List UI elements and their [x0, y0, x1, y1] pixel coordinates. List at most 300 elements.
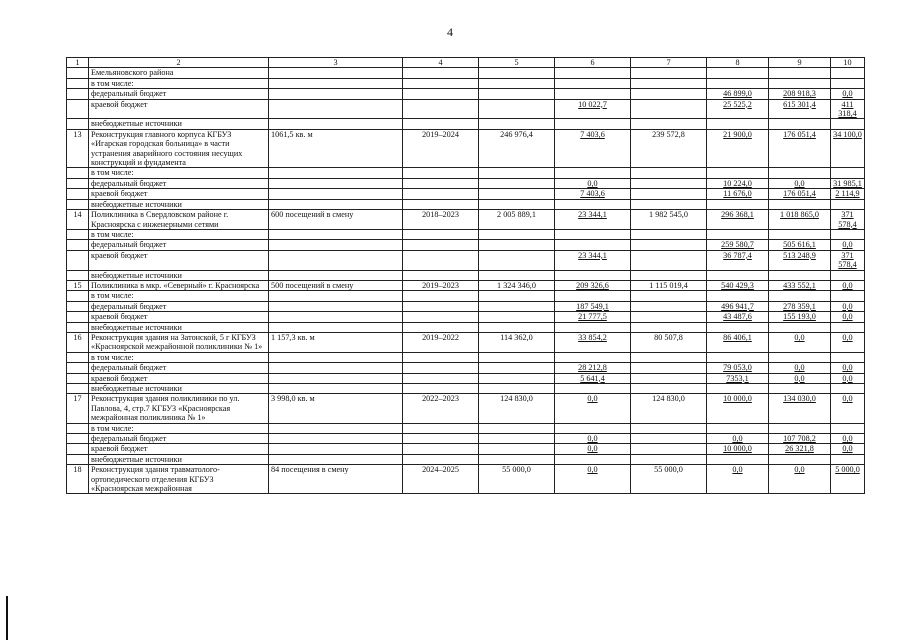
- cell-v6: [555, 168, 631, 178]
- cell-cap: [269, 240, 403, 250]
- cell-v8: [707, 78, 769, 88]
- cell-name: внебюджетные источники: [89, 322, 269, 332]
- cell-total: [479, 119, 555, 129]
- cell-n: [67, 373, 89, 383]
- table-row: [67, 312, 865, 322]
- cell-v7: [631, 434, 707, 444]
- table-row: [67, 332, 865, 352]
- cell-v9: 26 321,8: [769, 444, 831, 454]
- cell-v9: 0,0: [769, 363, 831, 373]
- cell-v8: 46 899,0: [707, 89, 769, 99]
- cell-v10: [831, 322, 865, 332]
- cell-name: в том числе:: [89, 352, 269, 362]
- cell-v7: 239 572,8: [631, 129, 707, 168]
- cell-v7: [631, 291, 707, 301]
- header-row: [67, 58, 865, 68]
- cell-name: внебюджетные источники: [89, 270, 269, 280]
- cell-v8: 11 676,0: [707, 189, 769, 199]
- cell-v9: 107 708,2: [769, 434, 831, 444]
- cell-v10: 0,0: [831, 373, 865, 383]
- cell-n: [67, 68, 89, 78]
- cell-v9: [769, 384, 831, 394]
- cell-n: 17: [67, 394, 89, 423]
- cell-v6: [555, 229, 631, 239]
- cell-name: Реконструкция здания поликлиники по ул. Павлова, 4, стр.7 КГБУЗ «Красноярская межрайонная поликлиника № 1»: [89, 394, 269, 423]
- cell-v8: [707, 270, 769, 280]
- cell-total: [479, 99, 555, 119]
- table-row: [67, 444, 865, 454]
- cell-v7: [631, 444, 707, 454]
- cell-v10: [831, 352, 865, 362]
- cell-years: [403, 291, 479, 301]
- cell-v10: 2 114,9: [831, 189, 865, 199]
- cell-v7: [631, 270, 707, 280]
- cell-v7: [631, 178, 707, 188]
- cell-v6: 7 403,6: [555, 189, 631, 199]
- cell-n: [67, 312, 89, 322]
- cell-v7: [631, 240, 707, 250]
- cell-v7: [631, 384, 707, 394]
- cell-name: в том числе:: [89, 78, 269, 88]
- funding-table: [66, 57, 865, 494]
- cell-v10: 0,0: [831, 332, 865, 352]
- cell-name: федеральный бюджет: [89, 363, 269, 373]
- cell-v10: 0,0: [831, 363, 865, 373]
- cell-total: [479, 229, 555, 239]
- cell-v7: [631, 78, 707, 88]
- cell-cap: [269, 229, 403, 239]
- cell-years: [403, 78, 479, 88]
- cell-years: [403, 199, 479, 209]
- cell-cap: [269, 373, 403, 383]
- cell-name: краевой бюджет: [89, 99, 269, 119]
- cell-name: в том числе:: [89, 423, 269, 433]
- cell-v9: 433 552,1: [769, 280, 831, 290]
- cell-total: [479, 384, 555, 394]
- table-row: [67, 189, 865, 199]
- cell-name: в том числе:: [89, 229, 269, 239]
- cell-years: [403, 89, 479, 99]
- cell-total: [479, 168, 555, 178]
- table-row: [67, 178, 865, 188]
- cell-name: Поликлиника в мкр. «Северный» г. Красноярска: [89, 280, 269, 290]
- cell-v8: 79 053,0: [707, 363, 769, 373]
- table-row: [67, 434, 865, 444]
- cell-n: [67, 178, 89, 188]
- table-row: [67, 210, 865, 230]
- cell-v10: [831, 423, 865, 433]
- cell-total: [479, 322, 555, 332]
- table-row: [67, 199, 865, 209]
- cell-v6: [555, 270, 631, 280]
- cell-years: [403, 312, 479, 322]
- header-cell: 2: [89, 58, 269, 68]
- cell-v9: 615 301,4: [769, 99, 831, 119]
- cell-n: [67, 270, 89, 280]
- cell-total: [479, 178, 555, 188]
- cell-v9: 134 030,0: [769, 394, 831, 423]
- cell-name: в том числе:: [89, 291, 269, 301]
- header-cell: 7: [631, 58, 707, 68]
- cell-n: [67, 363, 89, 373]
- cell-cap: [269, 352, 403, 362]
- table-body: [67, 68, 865, 494]
- cell-v9: [769, 454, 831, 464]
- cell-cap: [269, 312, 403, 322]
- cell-cap: [269, 168, 403, 178]
- cell-cap: [269, 363, 403, 373]
- cell-name: краевой бюджет: [89, 373, 269, 383]
- cell-total: [479, 301, 555, 311]
- cell-n: [67, 168, 89, 178]
- cell-years: [403, 68, 479, 78]
- cell-v8: 296 368,1: [707, 210, 769, 230]
- cell-v8: 86 406,1: [707, 332, 769, 352]
- cell-v6: 0,0: [555, 465, 631, 494]
- cell-v9: 505 616,1: [769, 240, 831, 250]
- cell-v8: 43 487,6: [707, 312, 769, 322]
- cell-total: 55 000,0: [479, 465, 555, 494]
- cell-v6: [555, 199, 631, 209]
- table-row: [67, 270, 865, 280]
- cell-total: 2 005 889,1: [479, 210, 555, 230]
- cell-v6: 0,0: [555, 444, 631, 454]
- cell-cap: 3 998,0 кв. м: [269, 394, 403, 423]
- cell-v7: [631, 99, 707, 119]
- cell-total: [479, 270, 555, 280]
- cell-v7: [631, 352, 707, 362]
- table-row: [67, 454, 865, 464]
- cell-cap: [269, 454, 403, 464]
- cell-cap: 600 посещений в смену: [269, 210, 403, 230]
- cell-years: [403, 178, 479, 188]
- table-row: [67, 129, 865, 168]
- cell-n: 13: [67, 129, 89, 168]
- cell-v7: [631, 301, 707, 311]
- table-row: [67, 394, 865, 423]
- table-row: [67, 363, 865, 373]
- cell-name: краевой бюджет: [89, 189, 269, 199]
- header-cell: 4: [403, 58, 479, 68]
- cell-v9: 176 051,4: [769, 129, 831, 168]
- cell-years: [403, 423, 479, 433]
- cell-years: [403, 301, 479, 311]
- cell-cap: 500 посещений в смену: [269, 280, 403, 290]
- cell-total: [479, 240, 555, 250]
- cell-v8: 259 580,7: [707, 240, 769, 250]
- cell-v9: 0,0: [769, 178, 831, 188]
- table-row: [67, 352, 865, 362]
- cell-v10: 34 100,0: [831, 129, 865, 168]
- cell-v9: 278 359,1: [769, 301, 831, 311]
- cell-v6: 5 641,4: [555, 373, 631, 383]
- cell-v6: 7 403,6: [555, 129, 631, 168]
- table-row: [67, 280, 865, 290]
- cell-n: [67, 434, 89, 444]
- cell-v8: 25 525,2: [707, 99, 769, 119]
- table-row: [67, 301, 865, 311]
- cell-v7: 1 115 019,4: [631, 280, 707, 290]
- cell-total: 246 976,4: [479, 129, 555, 168]
- cell-n: [67, 78, 89, 88]
- cell-v10: [831, 384, 865, 394]
- cell-years: [403, 363, 479, 373]
- cell-v10: 0,0: [831, 280, 865, 290]
- cell-cap: [269, 434, 403, 444]
- cell-v6: [555, 119, 631, 129]
- cell-v7: 124 830,0: [631, 394, 707, 423]
- table-row: [67, 240, 865, 250]
- cell-name: федеральный бюджет: [89, 240, 269, 250]
- cell-v6: 23 344,1: [555, 250, 631, 270]
- cell-v9: 0,0: [769, 332, 831, 352]
- cell-years: [403, 322, 479, 332]
- table-row: [67, 119, 865, 129]
- cell-years: [403, 270, 479, 280]
- cell-v10: [831, 270, 865, 280]
- cell-n: [67, 199, 89, 209]
- cell-cap: [269, 189, 403, 199]
- cell-v10: 0,0: [831, 444, 865, 454]
- cell-name: внебюджетные источники: [89, 384, 269, 394]
- cell-v8: [707, 68, 769, 78]
- cell-v9: [769, 270, 831, 280]
- cell-v10: 371 578,4: [831, 250, 865, 270]
- cell-n: [67, 189, 89, 199]
- cell-total: 114 362,0: [479, 332, 555, 352]
- cell-v6: 10 022,7: [555, 99, 631, 119]
- cell-total: [479, 250, 555, 270]
- cell-v10: 0,0: [831, 312, 865, 322]
- cell-v7: [631, 312, 707, 322]
- cell-v8: 10 224,0: [707, 178, 769, 188]
- cell-v10: [831, 229, 865, 239]
- cell-v8: [707, 119, 769, 129]
- cell-n: [67, 89, 89, 99]
- cell-v8: 496 941,7: [707, 301, 769, 311]
- cell-v6: [555, 352, 631, 362]
- cell-v7: [631, 454, 707, 464]
- cell-years: [403, 99, 479, 119]
- cell-n: [67, 301, 89, 311]
- cell-years: 2019–2022: [403, 332, 479, 352]
- cell-name: Реконструкция здания травматолого-ортопедического отделения КГБУЗ «Красноярская межрайонная: [89, 465, 269, 494]
- cell-v10: [831, 454, 865, 464]
- cell-v10: 0,0: [831, 89, 865, 99]
- cell-name: внебюджетные источники: [89, 454, 269, 464]
- header-cell: 6: [555, 58, 631, 68]
- cell-v7: [631, 322, 707, 332]
- cell-name: краевой бюджет: [89, 312, 269, 322]
- cell-total: 1 324 346,0: [479, 280, 555, 290]
- cell-cap: [269, 250, 403, 270]
- cell-name: краевой бюджет: [89, 250, 269, 270]
- cell-n: [67, 291, 89, 301]
- table-row: [67, 423, 865, 433]
- cell-v10: [831, 168, 865, 178]
- cell-total: [479, 291, 555, 301]
- cell-v6: 23 344,1: [555, 210, 631, 230]
- cell-n: [67, 119, 89, 129]
- cell-v7: [631, 423, 707, 433]
- cell-v9: [769, 352, 831, 362]
- cell-v7: [631, 229, 707, 239]
- cell-total: [479, 312, 555, 322]
- header-cell: 5: [479, 58, 555, 68]
- cell-v6: 0,0: [555, 434, 631, 444]
- cell-v8: 36 787,4: [707, 250, 769, 270]
- table-row: [67, 373, 865, 383]
- cell-total: [479, 454, 555, 464]
- cell-v6: [555, 384, 631, 394]
- cell-v6: 0,0: [555, 394, 631, 423]
- cell-v7: 80 507,8: [631, 332, 707, 352]
- cell-total: [479, 189, 555, 199]
- cell-v9: 513 248,9: [769, 250, 831, 270]
- cell-total: [479, 78, 555, 88]
- header-cell: 9: [769, 58, 831, 68]
- cell-n: [67, 322, 89, 332]
- cell-v8: [707, 291, 769, 301]
- cell-v8: [707, 322, 769, 332]
- cell-years: 2024–2025: [403, 465, 479, 494]
- table-row: [67, 89, 865, 99]
- cell-n: [67, 352, 89, 362]
- cell-v7: [631, 68, 707, 78]
- cell-v10: 0,0: [831, 240, 865, 250]
- cell-v7: [631, 199, 707, 209]
- cell-v8: [707, 454, 769, 464]
- cell-cap: 84 посещения в смену: [269, 465, 403, 494]
- cell-v7: 55 000,0: [631, 465, 707, 494]
- cell-v8: [707, 199, 769, 209]
- cell-cap: 1061,5 кв. м: [269, 129, 403, 168]
- cell-cap: [269, 322, 403, 332]
- cell-cap: [269, 423, 403, 433]
- cell-v10: 0,0: [831, 434, 865, 444]
- cell-v9: [769, 291, 831, 301]
- cell-v6: [555, 68, 631, 78]
- cell-v6: [555, 78, 631, 88]
- cell-v6: [555, 454, 631, 464]
- cell-years: [403, 240, 479, 250]
- cell-n: 16: [67, 332, 89, 352]
- cell-v9: [769, 322, 831, 332]
- cell-v8: [707, 352, 769, 362]
- cell-v8: [707, 423, 769, 433]
- cell-cap: [269, 444, 403, 454]
- cell-years: [403, 250, 479, 270]
- table-row: [67, 78, 865, 88]
- cell-v10: [831, 199, 865, 209]
- cell-years: [403, 454, 479, 464]
- cell-n: 14: [67, 210, 89, 230]
- cell-v8: 0,0: [707, 465, 769, 494]
- cell-v6: [555, 423, 631, 433]
- cell-v9: 0,0: [769, 373, 831, 383]
- cell-years: [403, 229, 479, 239]
- cell-v9: [769, 119, 831, 129]
- cell-v9: 1 018 865,0: [769, 210, 831, 230]
- cell-v9: [769, 423, 831, 433]
- table-row: [67, 250, 865, 270]
- cell-v6: [555, 89, 631, 99]
- cell-name: федеральный бюджет: [89, 301, 269, 311]
- cell-total: [479, 444, 555, 454]
- cell-n: [67, 229, 89, 239]
- cell-v8: 10 000,0: [707, 444, 769, 454]
- cell-n: [67, 423, 89, 433]
- cell-cap: [269, 178, 403, 188]
- cell-total: [479, 363, 555, 373]
- cell-cap: [269, 89, 403, 99]
- cell-v6: 187 549,1: [555, 301, 631, 311]
- cell-n: [67, 99, 89, 119]
- header-cell: 8: [707, 58, 769, 68]
- cell-years: [403, 444, 479, 454]
- table-row: [67, 291, 865, 301]
- cell-total: [479, 89, 555, 99]
- cell-v6: 33 854,2: [555, 332, 631, 352]
- cell-n: 15: [67, 280, 89, 290]
- cell-v9: [769, 199, 831, 209]
- cell-v10: 371 578,4: [831, 210, 865, 230]
- header-cell: 10: [831, 58, 865, 68]
- cell-v10: 5 000,0: [831, 465, 865, 494]
- scan-edge-mark: [6, 596, 8, 640]
- cell-v6: 209 326,6: [555, 280, 631, 290]
- cell-total: [479, 434, 555, 444]
- cell-cap: [269, 384, 403, 394]
- cell-v10: [831, 291, 865, 301]
- cell-v9: 0,0: [769, 465, 831, 494]
- cell-name: федеральный бюджет: [89, 434, 269, 444]
- cell-v9: 155 193,0: [769, 312, 831, 322]
- cell-v8: [707, 229, 769, 239]
- cell-v9: [769, 168, 831, 178]
- cell-v6: 0,0: [555, 178, 631, 188]
- cell-years: [403, 352, 479, 362]
- cell-cap: [269, 199, 403, 209]
- cell-v10: 31 985,1: [831, 178, 865, 188]
- header-cell: 3: [269, 58, 403, 68]
- cell-v6: [555, 240, 631, 250]
- cell-v10: 411 318,4: [831, 99, 865, 119]
- cell-years: [403, 168, 479, 178]
- cell-v6: 21 777,5: [555, 312, 631, 322]
- cell-cap: [269, 68, 403, 78]
- cell-v7: [631, 189, 707, 199]
- cell-v10: 0,0: [831, 301, 865, 311]
- cell-name: Емельяновского района: [89, 68, 269, 78]
- cell-v7: [631, 373, 707, 383]
- cell-v7: [631, 89, 707, 99]
- table-row: [67, 99, 865, 119]
- cell-total: [479, 352, 555, 362]
- cell-years: [403, 119, 479, 129]
- cell-total: 124 830,0: [479, 394, 555, 423]
- cell-v10: [831, 68, 865, 78]
- cell-n: [67, 444, 89, 454]
- cell-n: [67, 384, 89, 394]
- cell-name: Поликлиника в Свердловском районе г. Красноярска с инженерными сетями: [89, 210, 269, 230]
- cell-n: [67, 250, 89, 270]
- cell-v8: [707, 168, 769, 178]
- cell-years: [403, 434, 479, 444]
- cell-name: Реконструкция главного корпуса КГБУЗ «Игарская городская больница» в части устранения аварийного состояния несущих конструкций и фундамента: [89, 129, 269, 168]
- cell-v8: 10 000,0: [707, 394, 769, 423]
- cell-name: внебюджетные источники: [89, 119, 269, 129]
